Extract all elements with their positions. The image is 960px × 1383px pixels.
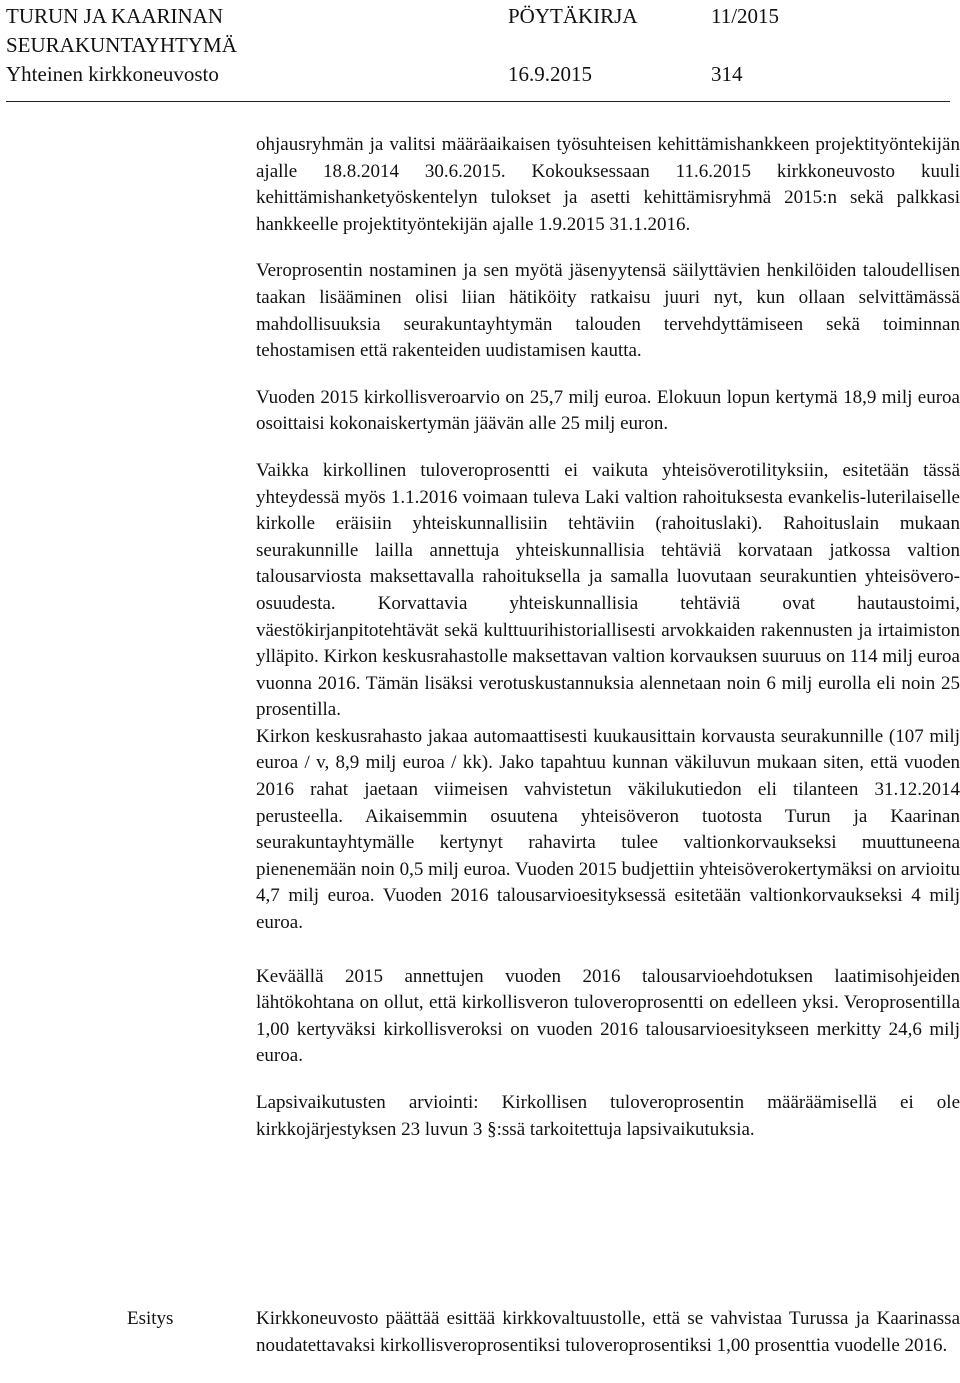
- paragraph-project-group: ohjausryhmän ja valitsi määräaikaisen työsuhteisen kehittämishankkeen projektityöntekijän ajalle 18.8.2014 30.6.2015. Kokouksessaan 11.6.2015 kirkkoneuvosto kuuli kehittämishanketyöskentelyn tulokset ja asetti kehittämisryhmä 2015:n sekä palkkasi hankkeelle projektityöntekijän ajalle 1.9.2015 31.1.2016.: [256, 134, 960, 235]
- document-number: 11/2015: [711, 4, 780, 28]
- paragraph-funding-law: Vaikka kirkollinen tuloveroprosentti ei vaikuta yhteisöverotilityksiin, esitetään tässä yhteydessä myös 1.1.2016 voimaan tuleva Laki valtion rahoituksesta evankelis-luterilaiselle kirkolle eräisiin yhteiskunnallisiin tehtäviin (rahoituslaki). Rahoituslain mukaan seurakunnille lailla annettuja yhteiskunnallisia tehtäviä korvataan jatkossa valtion talousarviosta maksettavalla rahoituksella ja samalla luovutaan seurakuntien yhteisövero-osuudesta. Korvattavia yhteiskunnallisia tehtäviä ovat hautaustoimi, väestökirjanpitotehtävät sekä kulttuurihistoriallisesti arvokkaiden rakennusten ja irtaimiston ylläpito. Kirkon keskusrahastolle maksettavan valtion korvauksen suuruus on 114 milj euroa vuonna 2016. Tämän lisäksi verotuskustannuksia alennetaan noin 6 milj eurolla eli noin 25 prosentilla.: [256, 459, 960, 721]
- paragraph-tax-estimate-2015: Vuoden 2015 kirkollisveroarvio on 25,7 milj euroa. Elokuun lopun kertymä 18,9 milj euroa osoittaisi kokonaiskertymän jäävän alle 25 milj euron.: [256, 386, 960, 435]
- header-divider: [6, 101, 950, 102]
- document-body: [256, 132, 960, 1163]
- document-type: PÖYTÄKIRJA: [508, 4, 638, 28]
- proposal-text: Kirkkoneuvosto päättää esittää kirkkovaltuustolle, että se vahvistaa Turussa ja Kaarinassa noudatettavaksi kirkollisveroprosentiksi tuloveroprosentiksi 1,00 prosenttia vuodelle 2016.: [256, 1308, 960, 1356]
- meeting-date: 16.9.2015: [508, 62, 592, 86]
- body-name: Yhteinen kirkkoneuvosto: [6, 62, 219, 86]
- proposal-label: Esitys: [127, 1308, 174, 1329]
- paragraph-central-fund: Kirkon keskusrahasto jakaa automaattisesti kuukausittain korvausta seurakunnille (107 milj euroa / v, 8,9 milj euroa / kk). Jako tapahtuu kunnan väkiluvun mukaan siten, että vuoden 2016 rahat jaetaan viimeisen vahvistetun väkilukutiedon eli tilanteen 31.12.2014 perusteella. Aikaisemmin osuutena yhteisöveron tuotosta Turun ja Kaarinan seurakuntayhtymälle kertynyt rahavirta tulee valtionkorvaukseksi muuttuneena pienenemään noin 0,5 milj euroa. Vuoden 2015 budjettiin yhteisöverokertymäksi on arvioitu 4,7 milj euroa. Vuoden 2016 talousarvioesityksessä esitetään valtionkorvaukseksi 4 milj euroa.: [256, 725, 960, 934]
- page-number: 314: [711, 62, 743, 86]
- org-name-line2: SEURAKUNTAYHTYMÄ: [6, 33, 237, 57]
- paragraph-child-impact: Lapsivaikutusten arviointi: Kirkollisen tuloveroprosentin määräämisellä ei ole kirkkojärjestyksen 23 luvun 3 §:ssä tarkoitettuja lapsivaikutuksia.: [256, 1092, 960, 1140]
- org-name-line1: TURUN JA KAARINAN: [6, 4, 224, 28]
- paragraph-tax-rate-rationale: Veroprosentin nostaminen ja sen myötä jäsenyytensä säilyttävien henkilöiden taloudellisen taakan lisääminen olisi liian hätiköity ratkaisu juuri nyt, kun ollaan selvittämässä mahdollisuuksia seurakuntayhtymän talouden tervehdyttämiseen sekä toiminnan tehostamisen että rakenteiden uudistamisen kautta.: [256, 260, 960, 362]
- paragraph-budget-guidelines: Keväällä 2015 annettujen vuoden 2016 talousarvioehdotuksen laatimisohjeiden lähtökohtana on ollut, että kirkollisveron tuloveroprosentti on edelleen yksi. Veroprosentilla 1,00 kertyväksi kirkollisveroksi on vuoden 2016 talousarvioesitykseen merkitty 24,6 milj euroa.: [256, 965, 960, 1067]
